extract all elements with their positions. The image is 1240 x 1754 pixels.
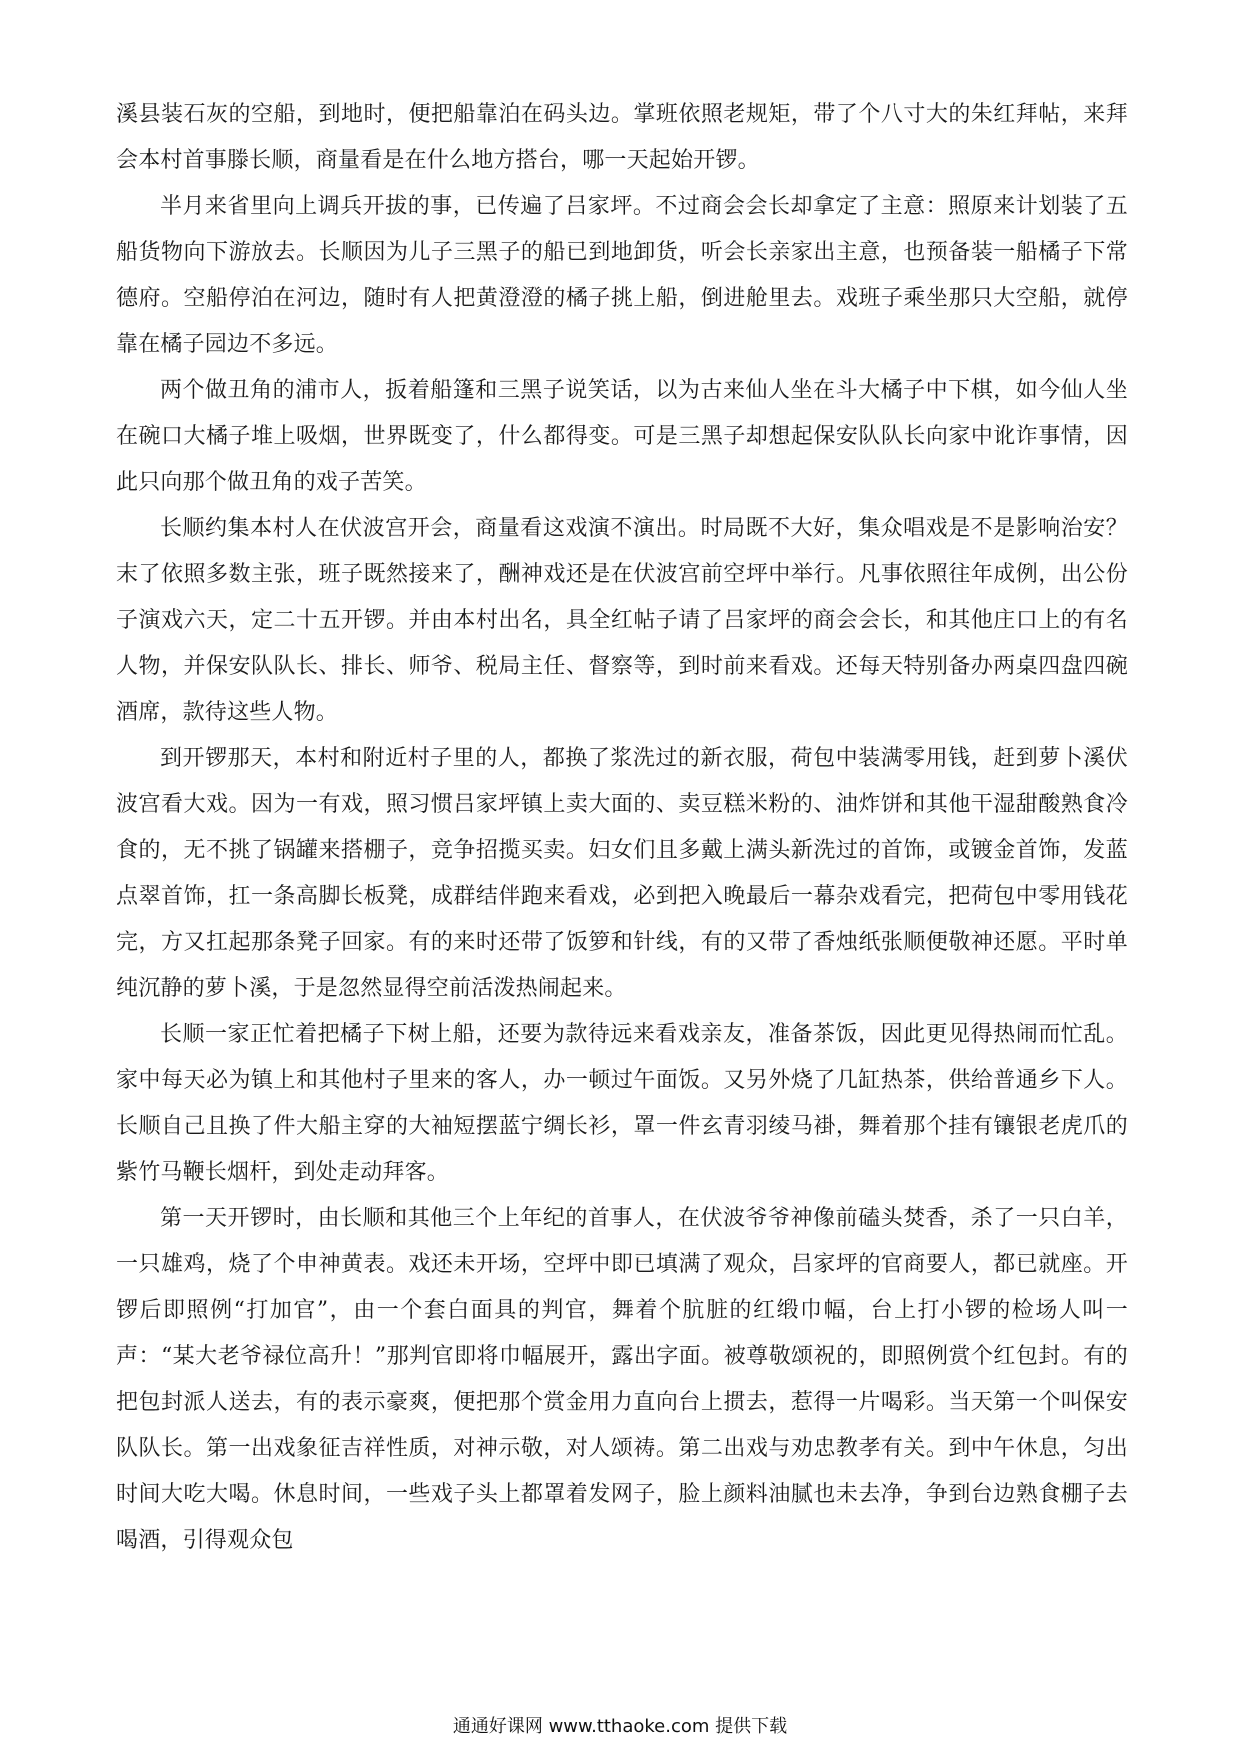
paragraph-4: 长顺约集本村人在伏波宫开会，商量看这戏演不演出。时局既不大好，集众唱戏是不是影响治安？末了依照多数主张，班子既然接来了，酬神戏还是在伏波宫前空坪中举行。凡事依照往年成例，出公份子演戏六天，定二十五开锣。并由本村出名，具全红帖子请了吕家坪的商会会长，和其他庄口上的有名人物，并保安队队长、排长、师爷、税局主任、督察等，到时前来看戏。还每天特别备办两桌四盘四碗酒席，款待这些人物。 xyxy=(116,516,1128,725)
paragraph-5: 到开锣那天，本村和附近村子里的人，都换了浆洗过的新衣服，荷包中装满零用钱，赶到萝卜溪伏波宫看大戏。因为一有戏，照习惯吕家坪镇上卖大面的、卖豆糕米粉的、油炸饼和其他干湿甜酸熟食冷食的，无不挑了锅罐来搭棚子，竞争招揽买卖。妇女们且多戴上满头新洗过的首饰，或镀金首饰，发蓝点翠首饰，扛一条高脚长板凳，成群结伴跑来看戏，必到把入晚最后一幕杂戏看完，把荷包中零用钱花完，方又扛起那条凳子回家。有的来时还带了饭箩和针线，有的又带了香烛纸张顺便敬神还愿。平时单纯沉静的萝卜溪，于是忽然显得空前活泼热闹起来。 xyxy=(116,746,1128,1001)
paragraph-2: 半月来省里向上调兵开拔的事，已传遍了吕家坪。不过商会会长却拿定了主意：照原来计划装了五船货物向下游放去。长顺因为儿子三黑子的船已到地卸货，听会长亲家出主意，也预备装一船橘子下常德府。空船停泊在河边，随时有人把黄澄澄的橘子挑上船，倒进舱里去。戏班子乘坐那只大空船，就停靠在橘子园边不多远。 xyxy=(116,194,1128,357)
paragraph-7: 第一天开锣时，由长顺和其他三个上年纪的首事人，在伏波爷爷神像前磕头焚香，杀了一只白羊，一只雄鸡，烧了个申神黄表。戏还未开场，空坪中即已填满了观众，吕家坪的官商要人，都已就座。开锣后即照例“打加官”，由一个套白面具的判官，舞着个肮脏的红缎巾幅，台上打小锣的检场人叫一声：“某大老爷禄位高升！”那判官即将巾幅展开，露出字面。被尊敬颂祝的，即照例赏个红包封。有的把包封派人送去，有的表示豪爽，便把那个赏金用力直向台上掼去，惹得一片喝彩。当天第一个叫保安队队长。第一出戏象征吉祥性质，对神示敬，对人颂祷。第二出戏与劝忠教孝有关。到中午休息，匀出时间大吃大喝。休息时间，一些戏子头上都罩着发网子，脸上颜料油腻也未去净，争到台边熟食棚子去喝酒，引得观众包 xyxy=(116,1206,1128,1553)
paragraph-1: 溪县装石灰的空船，到地时，便把船靠泊在码头边。掌班依照老规矩，带了个八寸大的朱红拜帖，来拜会本村首事滕长顺，商量看是在什么地方搭台，哪一天起始开锣。 xyxy=(116,102,1128,173)
paragraph-3: 两个做丑角的浦市人，扳着船篷和三黑子说笑话，以为古来仙人坐在斗大橘子中下棋，如今仙人坐在碗口大橘子堆上吸烟，世界既变了，什么都得变。可是三黑子却想起保安队队长向家中讹诈事情，因此只向那个做丑角的戏子苦笑。 xyxy=(116,378,1128,495)
footer-source-note: 通通好课网 www.tthaoke.com 提供下载 xyxy=(452,1716,788,1737)
paragraph-6: 长顺一家正忙着把橘子下树上船，还要为款待远来看戏亲友，准备茶饭，因此更见得热闹而忙乱。家中每天必为镇上和其他村子里来的客人，办一顿过午面饭。又另外烧了几缸热茶，供给普通乡下人。长顺自己且换了件大船主穿的大袖短摆蓝宁绸长衫，罩一件玄青羽绫马褂，舞着那个挂有镶银老虎爪的紫竹马鞭长烟杆，到处走动拜客。 xyxy=(116,1022,1128,1185)
article-body xyxy=(116,92,1128,1564)
